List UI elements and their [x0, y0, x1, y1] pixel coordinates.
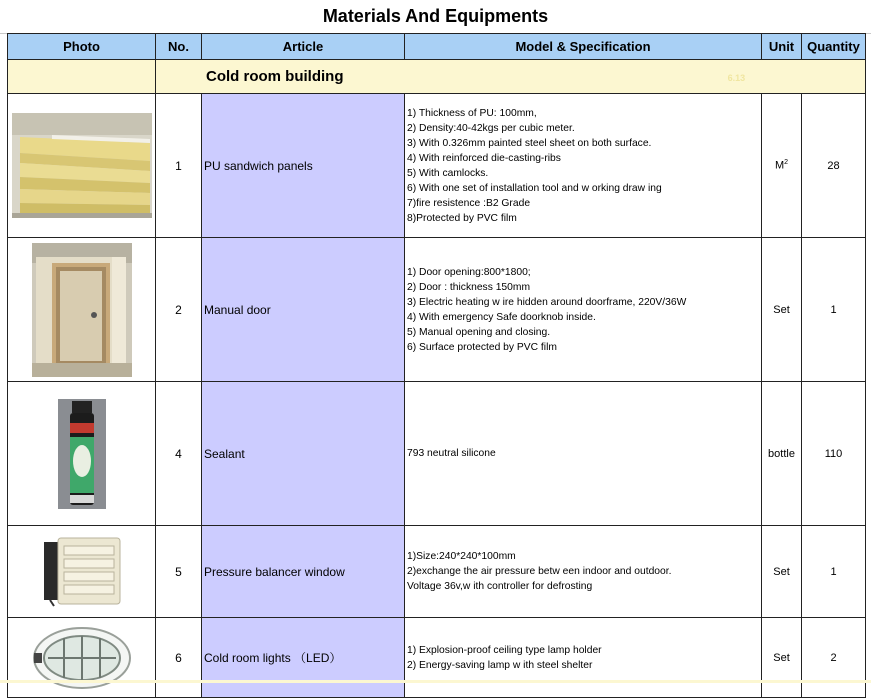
row-unit: Set — [762, 238, 802, 382]
spec-line: 5) With camlocks. — [407, 167, 489, 179]
section-faint-mark: 6.13 — [727, 73, 746, 83]
spec-line: Voltage 36v,w ith controller for defrosting — [407, 581, 593, 592]
row-spec — [405, 526, 762, 618]
spec-line: 3) Electric heating w ire hidden around doorframe, 220V/36W — [407, 296, 687, 308]
spec-line: 2) Door : thickness 150mm — [407, 281, 531, 293]
photo-cell — [8, 382, 156, 526]
row-spec — [405, 94, 762, 238]
table-row — [8, 382, 866, 526]
photo-cell — [8, 618, 156, 698]
unit-base: M — [774, 159, 785, 172]
sealant-can-photo — [58, 399, 106, 509]
spec-line: 6) With one set of installation tool and w orking draw ing — [407, 182, 662, 194]
photo-cell — [8, 526, 156, 618]
spec-line: 6) Surface protected by PVC film — [407, 341, 557, 353]
section-title: Cold room building — [206, 68, 344, 85]
page-title: Materials And Equipments — [0, 0, 871, 34]
header-quantity: Quantity — [802, 34, 866, 60]
section-row — [8, 60, 866, 94]
row-spec — [405, 382, 762, 526]
spec-line: 2) Density:40-42kgs per cubic meter. — [407, 122, 575, 134]
row-no: 5 — [156, 526, 202, 618]
header-photo: Photo — [8, 34, 156, 60]
header-no: No. — [156, 34, 202, 60]
row-unit — [762, 94, 802, 238]
header-row — [8, 34, 866, 60]
table-row — [8, 94, 866, 238]
spec-line: 793 neutral silicone — [407, 448, 496, 459]
row-article: PU sandwich panels — [202, 94, 405, 238]
spec-line: 1) Door opening:800*1800; — [407, 266, 531, 278]
row-article: Sealant — [202, 382, 405, 526]
spec-line: 1)Size:240*240*100mm — [407, 551, 516, 562]
row-article: Cold room lights （LED） — [202, 618, 405, 698]
row-quantity: 110 — [802, 382, 866, 526]
row-quantity: 2 — [802, 618, 866, 698]
row-no: 4 — [156, 382, 202, 526]
stacked-panels-photo — [12, 113, 152, 218]
table-row — [8, 238, 866, 382]
row-no: 1 — [156, 94, 202, 238]
spec-line: 3) With 0.326mm painted steel sheet on both surface. — [407, 137, 652, 149]
spec-line: 1) Thickness of PU: 100mm, — [407, 107, 537, 119]
row-unit: Set — [762, 618, 802, 698]
cold-room-door-photo — [32, 243, 132, 377]
row-no: 6 — [156, 618, 202, 698]
spec-line: 4) With reinforced die-casting-ribs — [407, 152, 561, 164]
spec-line: 2)exchange the air pressure betw een indoor and outdoor. — [407, 566, 672, 577]
row-quantity: 28 — [802, 94, 866, 238]
row-article: Manual door — [202, 238, 405, 382]
photo-cell — [8, 94, 156, 238]
row-spec — [405, 618, 762, 698]
table-row — [8, 618, 866, 698]
row-unit: Set — [762, 526, 802, 618]
row-quantity: 1 — [802, 238, 866, 382]
spec-line: 4) With emergency Safe doorknob inside. — [407, 311, 596, 323]
materials-table — [7, 33, 866, 698]
header-spec: Model & Specification — [405, 34, 762, 60]
unit-superscript: 2 — [784, 159, 789, 167]
row-article: Pressure balancer window — [202, 526, 405, 618]
spec-line: 2) Energy-saving lamp w ith steel shelter — [407, 659, 593, 671]
row-no: 2 — [156, 238, 202, 382]
header-article: Article — [202, 34, 405, 60]
section-title-cell — [156, 60, 866, 94]
spec-line: 5) Manual opening and closing. — [407, 326, 551, 338]
row-unit: bottle — [762, 382, 802, 526]
balancer-window-photo — [40, 536, 124, 608]
photo-cell — [8, 238, 156, 382]
row-spec — [405, 238, 762, 382]
spec-line: 7)fire resistence :B2 Grade — [407, 197, 531, 209]
table-row — [8, 526, 866, 618]
row-quantity: 1 — [802, 526, 866, 618]
header-unit: Unit — [762, 34, 802, 60]
spec-line: 8)Protected by PVC film — [407, 212, 517, 224]
spec-line: 1) Explosion-proof ceiling type lamp holder — [407, 644, 602, 656]
